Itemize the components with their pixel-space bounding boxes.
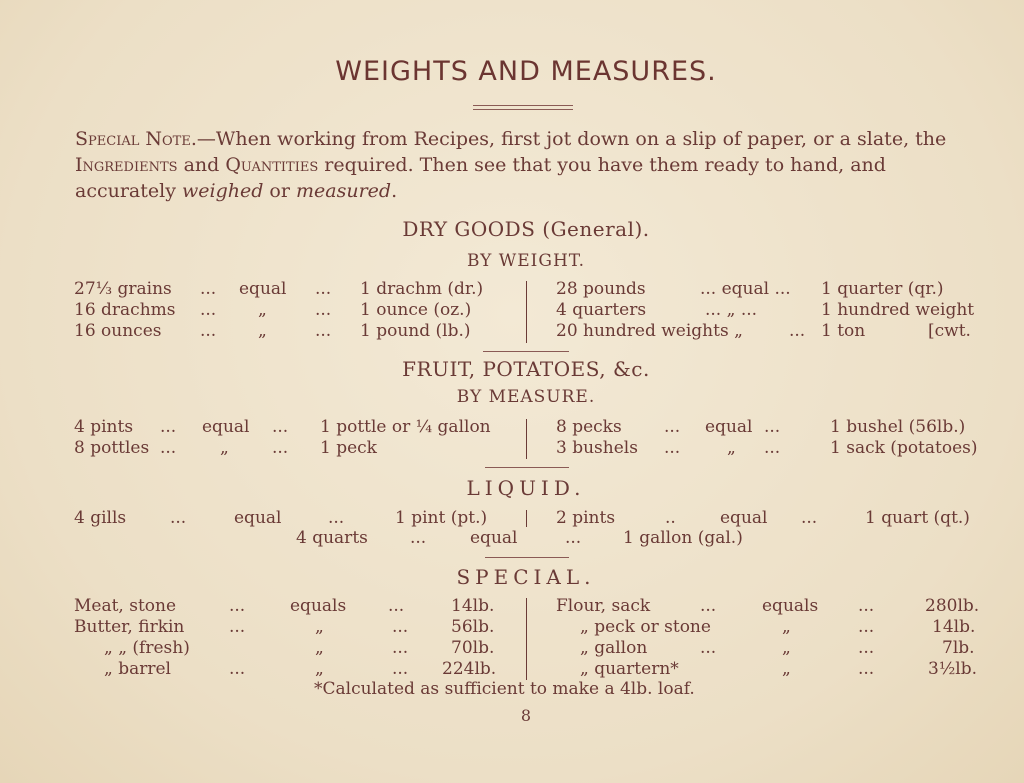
note-ingredients: Ingredients (75, 154, 178, 176)
note-weighed: weighed (182, 180, 264, 202)
liquid-rule (485, 557, 569, 558)
by-measure-subheading: BY MEASURE. (456, 387, 596, 407)
fruit-rule (485, 467, 569, 468)
dry-left-result: 1 drachm (dr.) (360, 279, 484, 299)
dry-left-qty: 27⅓ grains (74, 279, 172, 299)
fruit-divider (526, 419, 527, 459)
note-quantities: Quantities (225, 154, 319, 176)
page-number: 8 (520, 706, 532, 725)
liquid-heading: LIQUID. (466, 476, 586, 500)
footnote: *Calculated as sufficient to make a 4lb. loaf. (314, 679, 695, 699)
note-measured: measured (296, 180, 392, 202)
special-divider (526, 598, 527, 680)
note-label: Special Note. (75, 128, 197, 150)
dry-rule (483, 351, 569, 352)
special-heading: SPECIAL. (456, 565, 596, 589)
dry-divider (526, 281, 527, 343)
page-title: WEIGHTS AND MEASURES. (335, 56, 717, 87)
special-note: Special Note.—When working from Recipes, first jot down on a slip of paper, or a slate, the Ingredients and Quantities required. Then see that you have them ready to hand, and accurately weighed or measured. (75, 128, 947, 202)
by-weight-subheading: BY WEIGHT. (466, 251, 586, 271)
title-rule-bottom (473, 109, 573, 110)
dry-left-equal: equal (239, 279, 287, 299)
fruit-heading: FRUIT, POTATOES, &c. (402, 357, 650, 381)
liquid-divider (526, 510, 527, 527)
title-rule-top (473, 105, 573, 106)
dry-goods-heading: DRY GOODS (General). (402, 217, 650, 241)
